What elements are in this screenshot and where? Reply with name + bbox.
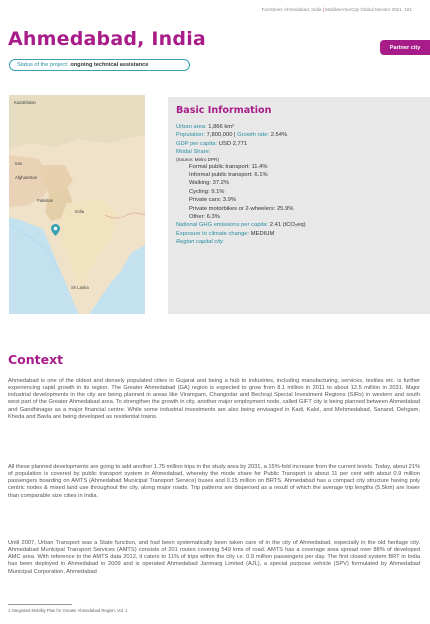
header-factsheet: Factsheet: Ahmedabad, India	[261, 7, 322, 12]
context-paragraph: All these planned developments are going to add another 1.75 million trips in the study area by 2031, a 15%-fold increase from the current levels. Today, about 21% of population is covered by public transport system in Ahmedabad, whereby the mode share for Public Transport is about 11 per cent with about 0.9 million passengers boarding on AMTS (Ahmedabad Municipal Transport Service) buses and 0.15 million on BRTS. Ahmedabad has a compact city structure having poly centric nodes & mixed land use throughout the city, along major roads. Trip patterns are dispersed as a result of which the average trip lengths (5.5km) are lower than comparable size cities in India.	[8, 464, 420, 499]
ghg-label: National GHG emissions per capita:	[176, 222, 269, 229]
modal-item: Private motorbikes or 2-wheelers: 25.9%	[189, 205, 294, 212]
population-label: Population:	[176, 132, 206, 139]
urban-area-label: Urban area:	[176, 124, 207, 130]
page-header	[262, 7, 412, 12]
climate-row	[176, 230, 430, 238]
location-pin-icon	[51, 224, 60, 236]
context-paragraph: Ahmedabad is one of the oldest and densely populated cities in Gujarat and being a hub to industries, including manufacturing, services, textiles etc. is further experiencing rapid growth in its region. The Greater Ahmedabad (GA) region is expected to grow from 8.1 million in 2011 to about 12.5 million in 2031. Major industrial developments in the city are being planned in areas like Viramgam, Changodar and Bechraji Special Investment Regions (SIRs) in western and south west part of the Greater Ahmedabad area. To strengthen the growth in city, another major employment node, called GIFT city is being planned between Ahmedabad and Gandhinagar as a major financial centre. While some industrial investments are also being envisaged in Kadi, Kalol, and Mehmedabad, Sanand, Dehgam, Kheda and Bavla are being developed as residential towns.	[8, 378, 420, 420]
status-label: Status of the project:	[17, 62, 69, 68]
context-paragraph: Until 2007, Urban Transport was a State function, and had been systematically been taken care of in the city of Ahmedabad, especially in the old heritage city. Ahmedabad Municipal Transport Services (AMTS) consists of 201 routes covering 549 kms of road. AMTS has a coverage area spread over 88% of developed AMC area. With reference to the AMTS data 2012, it caters to 11% of trips within the city i.e. 0.9 million passengers per day. The first closed system BRT in India has been deployed in Ahmedabad in 2009 and is operated Ahmedabad Janmarg Limited (AJL), a special purpose vehicle (SPV) formulated by Ahmedabad Municipal Corporation, Ahmedabad	[8, 540, 420, 575]
header-publication: MobiliseYourCity Global Monitor 2021	[325, 7, 402, 12]
urban-area-row	[176, 123, 430, 131]
partner-city-badge: Partner city	[380, 40, 430, 55]
gdp-label: GDP per capita:	[176, 140, 218, 147]
population-value: 7,800,000	[206, 132, 233, 139]
status-value: ongoing technical assistance	[70, 62, 149, 68]
modal-item: Walking: 37.2%	[189, 180, 230, 187]
project-status-pill	[9, 59, 190, 71]
growth-rate-value: 2.54%	[270, 132, 288, 139]
page-number: 101	[404, 7, 412, 12]
urban-area-value: 1,866 km²	[208, 124, 235, 130]
header-separator: |	[321, 7, 326, 12]
map-label-sri-lanka: Sri Lanka	[71, 285, 89, 290]
growth-rate-label: Growth rate:	[237, 132, 270, 139]
climate-label: Exposure to climate change:	[176, 230, 250, 237]
modal-item: Private cars: 3.9%	[189, 197, 237, 204]
basic-information-title: Basic Information	[176, 105, 272, 116]
ghg-value: 2.41 (tCO₂eq)	[269, 222, 306, 229]
footnote-divider	[8, 604, 72, 605]
gdp-value: USD 2,771	[218, 140, 248, 147]
map-label-pakistan: Pakistan	[37, 198, 54, 203]
population-row: Population: 7,800,000 | Growth rate: 2.54%	[176, 132, 288, 139]
modal-share-label: Modal Share:	[176, 149, 211, 156]
map-label-iran: Iran	[15, 161, 23, 166]
gdp-row	[176, 140, 430, 148]
map-label-india: India	[75, 209, 85, 214]
basic-information-panel	[168, 97, 430, 314]
modal-item: Informal public transport: 6.1%	[189, 172, 268, 179]
region-capital: Region capital city	[176, 239, 224, 246]
modal-item: Cycling: 9.1%	[189, 188, 225, 195]
map-graphic	[9, 95, 145, 314]
map-label-kazakhstan: Kazakhstan	[14, 100, 36, 105]
context-heading: Context	[8, 352, 64, 367]
footnote: 1 Integrated Mobility Plan for Greater Ahmedabad Region, Vol. 1	[8, 608, 128, 613]
modal-share-source: (Source: Metro DPR)	[176, 156, 219, 162]
location-map	[9, 95, 145, 314]
page-title: Ahmedabad, India	[8, 28, 206, 50]
modal-item: Other: 6.3%	[189, 214, 220, 221]
modal-item: Formal public transport: 11.4%	[189, 163, 268, 170]
ghg-row	[176, 221, 430, 229]
climate-value: MEDIUM	[250, 230, 275, 237]
map-label-afghanistan: Afghanistan	[15, 175, 38, 180]
